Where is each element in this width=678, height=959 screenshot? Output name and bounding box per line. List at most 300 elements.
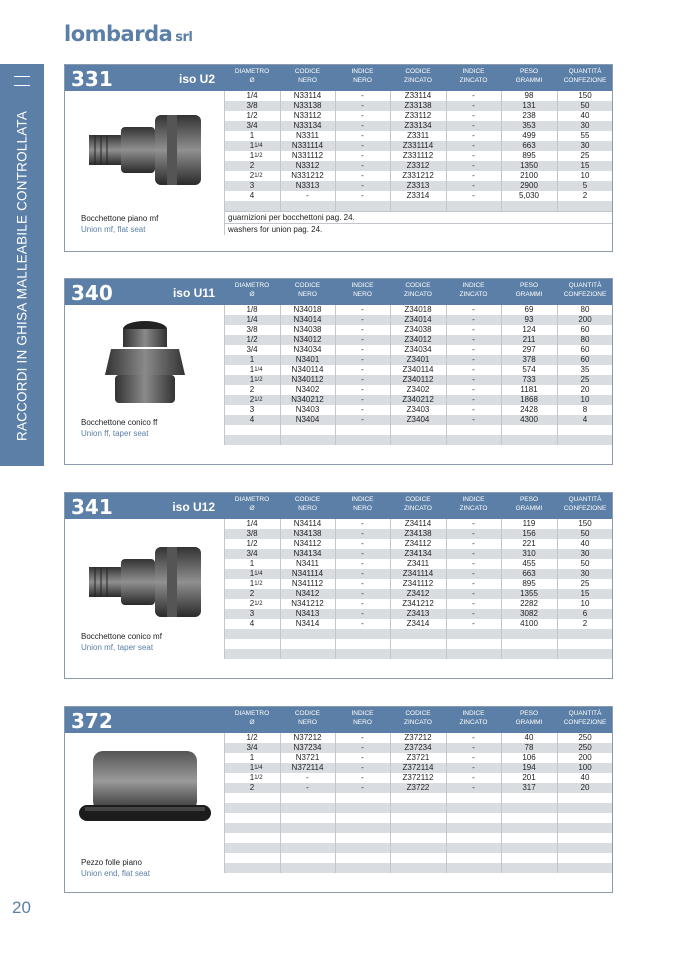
table-cell: - — [472, 519, 475, 528]
column-divider — [390, 305, 391, 445]
table-cell: 1/8 — [246, 305, 258, 314]
table-cell: 1 1/4 — [249, 763, 263, 772]
table-row — [224, 579, 612, 589]
column-divider — [557, 519, 558, 659]
table-cell: - — [361, 161, 364, 170]
table-row — [224, 395, 612, 405]
table-cell: 1 — [249, 559, 255, 568]
table-cell: Z34112 — [404, 539, 432, 548]
table-cell: 119 — [522, 519, 536, 528]
table-cell: 2100 — [520, 171, 538, 180]
table-cell: - — [472, 529, 475, 538]
table-cell: 574 — [522, 365, 536, 374]
data-table — [224, 305, 612, 445]
column-divider — [446, 733, 447, 873]
table-cell: 200 — [578, 753, 592, 762]
table-cell: 156 — [522, 529, 536, 538]
table-cell: 3/8 — [246, 101, 258, 110]
column-header: CODICE ZINCATO — [404, 68, 432, 84]
column-header: INDICE NERO — [351, 282, 374, 298]
table-cell: Z34018 — [404, 305, 432, 314]
table-cell: 40 — [524, 733, 534, 742]
table-row — [224, 375, 612, 385]
column-divider — [224, 733, 225, 873]
table-cell: N34138 — [293, 529, 322, 538]
table-cell: N34014 — [293, 315, 322, 324]
product-section-340 — [64, 278, 613, 465]
table-row — [224, 315, 612, 325]
table-row — [224, 529, 612, 539]
table-cell: 1868 — [520, 395, 538, 404]
table-row — [224, 519, 612, 529]
table-cell: 40 — [580, 539, 590, 548]
table-cell: 250 — [578, 733, 592, 742]
column-divider — [557, 305, 558, 445]
sidebar-title: RACCORDI IN GHISA MALLEABILE CONTROLLATA — [14, 110, 30, 441]
table-cell: - — [361, 365, 364, 374]
table-row — [224, 325, 612, 335]
table-cell: 4 — [249, 191, 255, 200]
table-cell: 201 — [522, 773, 536, 782]
table-cell: 5,030 — [518, 191, 540, 200]
table-cell: - — [472, 305, 475, 314]
table-cell: Z340114 — [402, 365, 434, 374]
table-cell: - — [472, 191, 475, 200]
table-row — [224, 131, 612, 141]
table-cell: - — [361, 395, 364, 404]
caption-english: Union mf, taper seat — [81, 643, 154, 652]
table-cell: Z37212 — [404, 733, 432, 742]
table-row — [224, 181, 612, 191]
table-row — [224, 813, 612, 823]
table-cell: Z37234 — [404, 743, 432, 752]
data-table — [224, 91, 612, 235]
table-cell: - — [361, 559, 364, 568]
table-cell: 10 — [580, 599, 590, 608]
table-cell: - — [361, 589, 364, 598]
table-cell: 3 — [249, 609, 255, 618]
table-cell: N341112 — [291, 579, 324, 588]
table-cell: 3082 — [520, 609, 538, 618]
table-row — [224, 539, 612, 549]
table-cell: Z3401 — [406, 355, 430, 364]
table-row — [224, 355, 612, 365]
table-cell: 4100 — [520, 619, 538, 628]
table-cell: - — [472, 753, 475, 762]
table-cell: 895 — [522, 151, 536, 160]
table-cell: N34112 — [293, 539, 322, 548]
table-cell: - — [361, 763, 364, 772]
table-row — [224, 191, 612, 201]
iso-label: iso U11 — [172, 286, 215, 300]
table-cell: N34134 — [293, 549, 322, 558]
table-cell: 663 — [522, 141, 536, 150]
table-cell: - — [472, 375, 475, 384]
table-row — [224, 161, 612, 171]
table-cell: - — [472, 539, 475, 548]
table-cell: 4 — [249, 415, 255, 424]
table-cell: - — [472, 385, 475, 394]
table-cell: N331112 — [291, 151, 324, 160]
table-row — [224, 823, 612, 833]
table-cell: - — [361, 171, 364, 180]
section-header — [65, 493, 612, 519]
column-header: DIAMETRO Ø — [234, 282, 270, 298]
brand-logo — [64, 22, 192, 46]
column-header: CODICE NERO — [294, 496, 321, 512]
table-cell: N3312 — [295, 161, 320, 170]
table-cell: 150 — [578, 91, 592, 100]
table-row — [224, 305, 612, 315]
table-cell: 2 — [582, 191, 588, 200]
column-header: QUANTITÀ CONFEZIONE — [563, 496, 607, 512]
table-cell: - — [361, 181, 364, 190]
table-cell: 1 1/2 — [249, 579, 263, 588]
product-code: 341 — [71, 495, 113, 519]
column-header: DIAMETRO Ø — [234, 710, 270, 726]
table-cell: 455 — [522, 559, 536, 568]
table-cell: N33134 — [293, 121, 322, 130]
table-cell: 30 — [580, 549, 590, 558]
table-cell: Z3314 — [406, 191, 430, 200]
table-cell: Z34012 — [404, 335, 432, 344]
table-cell: - — [472, 763, 475, 772]
table-cell: 106 — [522, 753, 536, 762]
table-cell: Z340212 — [402, 395, 434, 404]
table-cell: N331212 — [291, 171, 324, 180]
table-row — [224, 843, 612, 853]
column-header: INDICE NERO — [351, 496, 374, 512]
table-cell: - — [361, 579, 364, 588]
table-cell: N34114 — [293, 519, 322, 528]
table-row — [224, 415, 612, 425]
table-row — [224, 733, 612, 743]
table-row — [224, 365, 612, 375]
table-cell: 40 — [580, 111, 590, 120]
caption-italian: Bocchettone piano mf — [81, 214, 159, 223]
table-cell: 25 — [580, 375, 590, 384]
table-row — [224, 609, 612, 619]
column-header: CODICE NERO — [294, 282, 321, 298]
column-header: INDICE ZINCATO — [459, 282, 488, 298]
table-cell: N33112 — [293, 111, 322, 120]
table-cell: 50 — [580, 559, 590, 568]
table-cell: 2 — [249, 589, 255, 598]
table-cell: 499 — [522, 131, 536, 140]
column-header: PESO GRAMMI — [515, 710, 543, 726]
table-cell: N3412 — [295, 589, 320, 598]
table-cell: - — [361, 549, 364, 558]
caption-english: Union mf, flat seat — [81, 225, 146, 234]
table-cell: Z3311 — [406, 131, 430, 140]
table-cell: N3401 — [295, 355, 320, 364]
table-cell: N3411 — [296, 559, 319, 568]
table-row — [224, 345, 612, 355]
sidebar-band — [0, 64, 44, 466]
table-cell: 98 — [524, 91, 534, 100]
product-image — [75, 101, 215, 206]
table-cell: N3413 — [295, 609, 320, 618]
table-row — [224, 639, 612, 649]
table-cell: 3 — [249, 181, 255, 190]
table-cell: 40 — [580, 773, 590, 782]
column-divider — [280, 91, 281, 211]
table-cell: - — [472, 151, 475, 160]
table-cell: - — [472, 131, 475, 140]
table-cell: 15 — [580, 161, 590, 170]
section-header — [65, 707, 612, 733]
table-row — [224, 649, 612, 659]
table-row — [224, 91, 612, 101]
table-cell: - — [361, 315, 364, 324]
table-cell: - — [472, 181, 475, 190]
table-cell: 1 1/4 — [249, 141, 263, 150]
table-cell: 60 — [580, 345, 590, 354]
table-cell: N341114 — [291, 569, 324, 578]
table-cell: 55 — [580, 131, 590, 140]
table-cell: 1 — [249, 753, 255, 762]
table-cell: 1181 — [520, 385, 538, 394]
table-cell: - — [361, 335, 364, 344]
table-cell: - — [361, 519, 364, 528]
table-cell: - — [472, 579, 475, 588]
table-cell: - — [361, 609, 364, 618]
table-cell: - — [472, 121, 475, 130]
table-cell: 200 — [578, 315, 592, 324]
table-cell: 3/4 — [246, 549, 258, 558]
table-cell: 1 1/2 — [249, 151, 263, 160]
column-divider — [224, 91, 225, 235]
table-cell: - — [472, 559, 475, 568]
table-cell: 10 — [580, 395, 590, 404]
table-cell: - — [361, 773, 364, 782]
table-row — [224, 599, 612, 609]
section-header — [65, 65, 612, 91]
table-cell: - — [361, 111, 364, 120]
iso-label: iso U12 — [172, 500, 215, 514]
table-cell: - — [361, 191, 364, 200]
table-cell: - — [472, 101, 475, 110]
table-cell: 1355 — [520, 589, 538, 598]
table-row — [224, 141, 612, 151]
table-row — [224, 753, 612, 763]
table-cell: Z33138 — [404, 101, 432, 110]
table-cell: Z341212 — [402, 599, 434, 608]
table-cell: 3 — [249, 405, 255, 414]
column-divider — [224, 519, 225, 659]
table-cell: 4 — [582, 415, 588, 424]
table-cell: 3/4 — [246, 121, 258, 130]
table-cell: 211 — [522, 335, 536, 344]
table-cell: 2 1/2 — [249, 395, 263, 404]
table-cell: 1 — [249, 131, 255, 140]
column-divider — [280, 305, 281, 445]
table-cell: - — [472, 609, 475, 618]
table-cell: - — [361, 783, 364, 792]
table-row — [224, 425, 612, 435]
product-caption — [81, 417, 157, 439]
table-cell: 60 — [580, 355, 590, 364]
table-cell: 895 — [522, 579, 536, 588]
table-cell: 2 — [249, 783, 255, 792]
table-cell: 30 — [580, 121, 590, 130]
table-row — [224, 559, 612, 569]
table-cell: 78 — [524, 743, 534, 752]
section-header — [65, 279, 612, 305]
table-cell: Z34014 — [404, 315, 432, 324]
table-cell: N3313 — [295, 181, 320, 190]
column-divider — [501, 305, 502, 445]
table-cell: Z3402 — [406, 385, 430, 394]
table-cell: N3402 — [295, 385, 320, 394]
table-cell: - — [472, 415, 475, 424]
table-cell: - — [472, 549, 475, 558]
table-cell: Z34134 — [404, 549, 432, 558]
table-cell: N3311 — [296, 131, 319, 140]
table-cell: 194 — [522, 763, 536, 772]
table-cell: Z3722 — [406, 783, 430, 792]
caption-italian: Pezzo folle piano — [81, 858, 142, 867]
table-cell: 35 — [580, 365, 590, 374]
table-cell: - — [361, 385, 364, 394]
table-cell: N3414 — [295, 619, 320, 628]
table-cell: 50 — [580, 101, 590, 110]
table-cell: - — [472, 783, 475, 792]
table-cell: 80 — [580, 305, 590, 314]
product-code: 331 — [71, 67, 113, 91]
column-header: INDICE ZINCATO — [459, 68, 488, 84]
table-cell: Z331212 — [402, 171, 434, 180]
table-cell: 1 — [249, 355, 255, 364]
column-divider — [557, 733, 558, 873]
table-cell: - — [361, 345, 364, 354]
table-cell: - — [472, 599, 475, 608]
table-cell: Z3413 — [406, 609, 430, 618]
table-cell: 297 — [522, 345, 536, 354]
table-cell: 1 1/4 — [249, 365, 263, 374]
table-cell: 1350 — [520, 161, 538, 170]
table-cell: - — [361, 375, 364, 384]
column-divider — [446, 519, 447, 659]
table-row — [224, 783, 612, 793]
table-cell: 1/4 — [246, 315, 258, 324]
table-cell: 3/4 — [246, 743, 258, 752]
caption-italian: Bocchettone conico ff — [81, 418, 158, 427]
table-cell: 6 — [582, 609, 588, 618]
table-cell: N341212 — [291, 599, 324, 608]
table-cell: N34012 — [293, 335, 322, 344]
table-cell: - — [361, 91, 364, 100]
column-divider — [335, 519, 336, 659]
product-caption — [81, 857, 150, 879]
table-cell: - — [306, 773, 309, 782]
table-cell: - — [306, 191, 309, 200]
table-cell: 2282 — [520, 599, 538, 608]
table-cell: 4300 — [520, 415, 538, 424]
table-row — [224, 853, 612, 863]
table-cell: - — [472, 773, 475, 782]
column-divider — [390, 519, 391, 659]
table-cell: 1/2 — [246, 335, 258, 344]
table-cell: 221 — [522, 539, 536, 548]
table-cell: 10 — [580, 171, 590, 180]
table-cell: N340114 — [291, 365, 324, 374]
caption-english: Union ff, taper seat — [81, 429, 149, 438]
table-cell: Z34138 — [404, 529, 432, 538]
table-cell: - — [361, 141, 364, 150]
table-cell: 663 — [522, 569, 536, 578]
table-cell: 1 1/2 — [249, 773, 263, 782]
table-row — [224, 863, 612, 873]
table-cell: Z331114 — [402, 141, 434, 150]
table-cell: - — [472, 91, 475, 100]
column-header: CODICE ZINCATO — [404, 496, 432, 512]
table-cell: Z341114 — [402, 569, 434, 578]
product-code: 340 — [71, 281, 113, 305]
table-cell: - — [472, 619, 475, 628]
table-cell: 310 — [522, 549, 536, 558]
table-row — [224, 589, 612, 599]
table-cell: 20 — [580, 783, 590, 792]
table-row — [224, 201, 612, 211]
table-cell: - — [361, 753, 364, 762]
table-cell: - — [361, 305, 364, 314]
column-divider — [390, 91, 391, 211]
table-row — [224, 111, 612, 121]
table-cell: Z3414 — [406, 619, 430, 628]
brand-suffix: srl — [175, 30, 193, 45]
table-cell: N33138 — [293, 101, 322, 110]
table-cell: - — [472, 365, 475, 374]
table-cell: 2428 — [520, 405, 538, 414]
table-cell: - — [472, 325, 475, 334]
table-row — [224, 435, 612, 445]
table-cell: 5 — [582, 181, 588, 190]
column-header: DIAMETRO Ø — [234, 496, 270, 512]
table-cell: N340112 — [291, 375, 324, 384]
table-cell: - — [361, 151, 364, 160]
table-row — [224, 793, 612, 803]
table-cell: 2 1/2 — [249, 599, 263, 608]
column-header: PESO GRAMMI — [515, 282, 543, 298]
table-row — [224, 171, 612, 181]
column-header: CODICE NERO — [294, 68, 321, 84]
table-row — [224, 803, 612, 813]
table-cell: - — [472, 111, 475, 120]
brand-name: lombarda — [64, 22, 173, 46]
table-cell: 3/8 — [246, 325, 258, 334]
table-cell: 2 1/2 — [249, 171, 263, 180]
table-cell: 25 — [580, 151, 590, 160]
table-cell: - — [472, 733, 475, 742]
table-cell: 131 — [522, 101, 536, 110]
table-cell: 150 — [578, 519, 592, 528]
table-cell: N372114 — [291, 763, 324, 772]
table-cell: Z3412 — [406, 589, 430, 598]
table-cell: 1/4 — [246, 519, 258, 528]
column-divider — [280, 733, 281, 873]
table-cell: - — [361, 405, 364, 414]
table-cell: - — [361, 529, 364, 538]
table-row — [224, 743, 612, 753]
data-table — [224, 519, 612, 659]
table-cell: 4 — [249, 619, 255, 628]
column-header: DIAMETRO Ø — [234, 68, 270, 84]
product-code: 372 — [71, 709, 113, 733]
table-cell: - — [361, 325, 364, 334]
column-divider — [557, 91, 558, 211]
table-cell: Z3313 — [406, 181, 430, 190]
